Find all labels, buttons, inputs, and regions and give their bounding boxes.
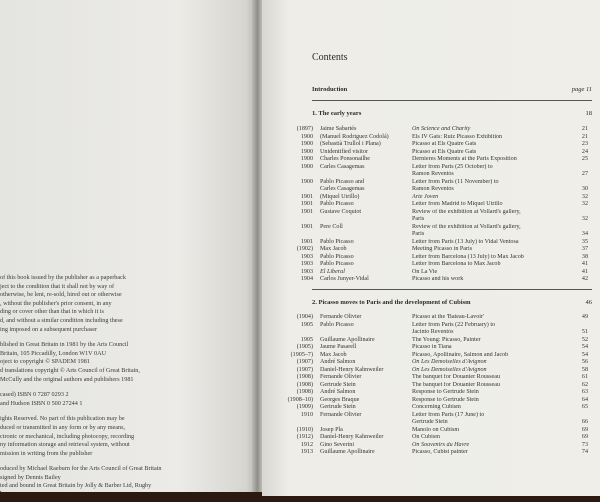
- toc-entry: [262, 231, 600, 239]
- copyright-line: ing imposed on a subsequent purchaser: [0, 325, 98, 333]
- toc-entry: [262, 171, 600, 179]
- page-title: Contents: [312, 52, 348, 63]
- entry-page: 34: [581, 231, 588, 237]
- entry-title: On Souvenirs du Havre: [412, 441, 470, 448]
- entry-page: 63: [581, 389, 588, 395]
- toc-entry: [262, 337, 600, 345]
- entry-page: 25: [581, 156, 588, 162]
- entry-author: Pablo Picasso and: [320, 178, 365, 185]
- entry-year: 1901: [300, 201, 313, 207]
- entry-title: Arte Joven: [412, 193, 439, 200]
- entry-title: Response to Gertrude Stein: [412, 396, 479, 403]
- entry-title: Picasso, Apollinaire, Salmon and Jacob: [412, 351, 509, 358]
- entry-year: 1900: [300, 163, 313, 170]
- toc-entry: [262, 186, 600, 194]
- entry-page: 73: [581, 441, 588, 448]
- toc-entry: [262, 359, 600, 367]
- copyright-line: oject to copyright © SPADEM 1981: [0, 358, 90, 366]
- toc-entry: [262, 224, 600, 232]
- entry-author: Pere Coll: [320, 223, 343, 230]
- section-heading-1: [312, 110, 592, 117]
- entry-year: 1903: [300, 253, 313, 260]
- entry-author: André Salmon: [320, 359, 356, 365]
- entry-title: On Les Demoiselles d'Avignon: [412, 359, 487, 365]
- entry-author: Carles Casagemas: [320, 186, 365, 192]
- entry-title: The Young: Picasso, Painter: [412, 336, 481, 343]
- entry-page: 41: [581, 261, 588, 267]
- right-page: [262, 0, 600, 496]
- entry-author: Carlos Junyer-Vidal: [320, 276, 369, 282]
- entry-title: Dernieres Moments at the Paris Exposition: [412, 156, 517, 162]
- entry-title: On La Vie: [412, 268, 438, 275]
- toc-entry: [262, 389, 600, 397]
- entry-title: Review of the exhibition at Vollard's gallery,: [412, 223, 521, 230]
- entry-year: (1907): [296, 359, 313, 365]
- entry-author: Guillaume Apollinaire: [320, 449, 375, 455]
- entry-title: Letter from Paris (11 November) to: [412, 178, 499, 185]
- entry-author: (Manuel Rodriguez Codolá): [320, 133, 389, 140]
- copyright-line: d translations copyright © Arts Council of Great Britain,: [0, 366, 140, 374]
- spacer: [0, 458, 250, 465]
- entry-author: Pablo Picasso: [320, 321, 354, 328]
- copyright-line: ny information storage and retrieval system, without: [0, 441, 130, 449]
- entry-title: Picasso, Cubist painter: [412, 449, 468, 455]
- entry-author: Gertrude Stein: [320, 381, 356, 388]
- spacer: [0, 334, 250, 341]
- entry-title: Letter from Paris (17 June) to: [412, 411, 485, 418]
- entry-title: Gertrude Stein: [412, 419, 448, 425]
- entry-page: 32: [581, 216, 588, 222]
- intro-label: Introduction: [312, 86, 348, 93]
- entry-page: 30: [581, 186, 588, 192]
- copyright-line: ctronic or mechanical, including photocopy, recording: [0, 432, 135, 440]
- entry-page: 65: [581, 404, 588, 410]
- entry-year: 1901: [300, 223, 313, 230]
- toc-entry: [262, 382, 600, 390]
- entry-title: Picasso in Tiana: [412, 344, 452, 350]
- spacer: [0, 384, 250, 391]
- toc-entry: [262, 397, 600, 405]
- entry-year: (1905): [296, 344, 313, 350]
- entry-author: Max Jacob: [320, 246, 347, 252]
- entry-author: Guillaume Apollinaire: [320, 336, 375, 343]
- copyright-line: d, and without a similar condition including these: [0, 316, 123, 324]
- entry-year: 1913: [300, 449, 313, 455]
- copyright-line: oduced by Michael Raeburn for the Arts Council of Great Britain: [0, 465, 162, 473]
- entry-author: Fernande Olivier: [320, 411, 362, 418]
- entry-title: Letter from Paris (25 October) to: [412, 163, 493, 170]
- entry-page: 66: [581, 419, 588, 425]
- entry-year: 1905: [300, 336, 313, 343]
- entry-year: (1904): [296, 314, 313, 320]
- entry-page: 24: [581, 148, 588, 155]
- copyright-line: duced or transmitted in any form or by any means,: [0, 423, 126, 431]
- entry-page: 27: [581, 171, 588, 177]
- entry-year: 1901: [300, 238, 313, 245]
- entry-title: Letter from Barcelona (13 July) to Max Jacob: [412, 253, 524, 260]
- entry-title: On Cubism: [412, 434, 440, 440]
- toc-entry: [262, 156, 600, 164]
- toc-entry: [262, 329, 600, 337]
- entry-year: (1908): [296, 389, 313, 395]
- entry-page: 32: [581, 193, 588, 200]
- entry-year: 1900: [300, 156, 313, 162]
- copyright-line: and Hudson ISBN 0 500 27244 1: [0, 399, 83, 407]
- toc-entry: [262, 374, 600, 382]
- entry-year: 1903: [300, 268, 313, 275]
- entry-author: Gino Severini: [320, 441, 355, 448]
- entry-title: Letter from Paris (13 July) to Vidal Ventosa: [412, 238, 519, 245]
- toc-entry: [262, 201, 600, 209]
- copyright-line: ject to the condition that it shall not by way of: [0, 282, 115, 290]
- entry-page: 54: [581, 344, 588, 350]
- entry-page: 51: [581, 329, 588, 335]
- section-1-entries: [262, 126, 600, 284]
- toc-entry: [262, 126, 600, 134]
- entry-year: (1908–10): [287, 396, 313, 403]
- copyright-line: ights Reserved. No part of this publication may be: [0, 415, 125, 423]
- copyright-line: otherwise, be lent, re-sold, hired out or otherwise: [0, 291, 122, 299]
- copyright-line: McCully and the original authors and publishers 1981: [0, 375, 134, 383]
- section-title: 1. The early years: [312, 110, 362, 117]
- left-page: [0, 0, 256, 492]
- entry-title: Meeting Picasso in Paris: [412, 246, 473, 252]
- entry-page: 69: [581, 434, 588, 440]
- entry-title: Els IV Gats: Ruiz Picasso Exhibition: [412, 133, 503, 140]
- entry-year: 1900: [300, 141, 313, 147]
- entry-author: André Salmon: [320, 389, 356, 395]
- entry-title: Letter from Barcelona to Max Jacob: [412, 261, 501, 267]
- entry-year: 1905: [300, 321, 313, 328]
- entry-year: (1910): [296, 426, 313, 433]
- toc-entry: [262, 141, 600, 149]
- entry-title: Jacinto Reventós: [412, 329, 454, 335]
- entry-year: (1902): [296, 246, 313, 252]
- toc-entry: [262, 427, 600, 435]
- entry-author: Fernande Olivier: [320, 374, 362, 380]
- section-divider: [312, 289, 592, 290]
- toc-entry: [262, 419, 600, 427]
- entry-author: Fernande Olivier: [320, 314, 362, 320]
- entry-year: (1908): [296, 381, 313, 388]
- entry-page: 35: [581, 238, 588, 245]
- intro-page: page 11: [571, 86, 592, 93]
- entry-year: 1901: [300, 193, 313, 200]
- entry-title: Picasso at Els Quatre Gats: [412, 148, 477, 155]
- entry-title: Review of the exhibition at Vollard's gallery,: [412, 208, 521, 215]
- copyright-line: blished in Great Britain in 1981 by the Arts Council: [0, 341, 129, 349]
- entry-year: 1901: [300, 208, 313, 215]
- entry-page: 42: [581, 276, 588, 282]
- entry-page: 37: [581, 246, 588, 252]
- entry-title: Paris: [412, 231, 425, 237]
- entry-page: 21: [581, 126, 588, 132]
- entry-title: Picasso and his work: [412, 276, 464, 282]
- entry-year: 1900: [300, 133, 313, 140]
- copyright-line: ted and bound in Great Britain by Jolly & Barber Ltd, Rugby: [0, 482, 152, 490]
- entry-year: 1903: [300, 261, 313, 267]
- entry-author: El Liberal: [320, 268, 345, 275]
- entry-author: Unidentified visitor: [320, 148, 368, 155]
- entry-page: 62: [581, 381, 588, 388]
- entry-year: (1905–7): [290, 351, 313, 358]
- toc-entry: [262, 216, 600, 224]
- entry-year: (1912): [296, 434, 313, 440]
- entry-author: Josep Pla: [320, 426, 343, 433]
- entry-title: Picasso at Els Quatre Gats: [412, 141, 477, 147]
- entry-title: On Science and Charity: [412, 126, 471, 132]
- intro-row: [312, 86, 592, 93]
- entry-page: 74: [581, 449, 588, 455]
- entry-author: Gertrude Stein: [320, 404, 356, 410]
- entry-title: Letter from Madrid to Miquel Utrillo: [412, 201, 503, 207]
- entry-page: 23: [581, 141, 588, 147]
- entry-title: Concerning Cubism: [412, 404, 461, 410]
- toc-entry: [262, 322, 600, 330]
- section-2-entries: [262, 314, 600, 457]
- spacer: [0, 408, 250, 415]
- entry-page: 41: [581, 268, 588, 275]
- toc-entry: [262, 209, 600, 217]
- entry-title: Ramon Reventós: [412, 171, 454, 177]
- entry-title: The banquet for Douanier Rousseau: [412, 381, 500, 388]
- entry-author: Carles Casagemas: [320, 163, 365, 170]
- toc-entry: [262, 276, 600, 284]
- copyright-line: cased) ISBN 0 7287 0293 2: [0, 391, 69, 399]
- toc-entry: [262, 134, 600, 142]
- entry-title: Letter from Paris (22 February) to: [412, 321, 496, 328]
- entry-page: 32: [581, 201, 588, 207]
- toc-entry: [262, 344, 600, 352]
- toc-entry: [262, 449, 600, 457]
- entry-year: (1909): [296, 404, 313, 410]
- entry-author: (Miquel Utrillo): [320, 193, 360, 200]
- entry-author: Pablo Picasso: [320, 238, 354, 245]
- entry-page: 49: [581, 314, 588, 320]
- toc-entry: [262, 164, 600, 172]
- entry-page: 21: [581, 133, 588, 140]
- entry-year: 1900: [300, 148, 313, 155]
- entry-page: 38: [581, 253, 588, 260]
- toc-entry: [262, 367, 600, 375]
- section-heading-2: [312, 299, 592, 306]
- entry-title: Response to Gertrude Stein: [412, 389, 479, 395]
- entry-year: (1897): [296, 126, 313, 132]
- entry-author: Jaume Pasarell: [320, 344, 357, 350]
- entry-author: Daniel-Henry Kahnweiler: [320, 366, 384, 373]
- toc-entry: [262, 246, 600, 254]
- toc-entry: [262, 314, 600, 322]
- entry-title: Manolo on Cubism: [412, 426, 460, 433]
- section-page: 46: [585, 299, 592, 306]
- entry-page: 69: [581, 426, 588, 433]
- entry-author: Pablo Picasso: [320, 261, 354, 267]
- entry-title: Paris: [412, 216, 425, 222]
- section-divider: [312, 100, 592, 101]
- entry-author: Max Jacob: [320, 351, 347, 358]
- entry-title: Picasso at the 'Bateau-Lavoir': [412, 314, 485, 320]
- toc-entry: [262, 412, 600, 420]
- toc-entry: [262, 404, 600, 412]
- section-page: 18: [585, 110, 592, 117]
- entry-year: 1904: [300, 276, 313, 282]
- copyright-line: of this book issued by the publisher as a paperback: [0, 274, 126, 281]
- entry-author: Daniel-Henry Kahnweiler: [320, 434, 384, 440]
- copyright-text: [0, 274, 250, 491]
- entry-year: 1900: [300, 178, 313, 185]
- toc-entry: [262, 194, 600, 202]
- copyright-line: mission in writing from the publisher: [0, 449, 93, 457]
- copyright-line: signed by Dennis Bailey: [0, 473, 61, 481]
- toc-entry: [262, 434, 600, 442]
- entry-year: (1908): [296, 374, 313, 380]
- entry-author: Pablo Picasso: [320, 201, 354, 207]
- toc-entry: [262, 149, 600, 157]
- entry-year: 1912: [300, 441, 313, 448]
- entry-author: Georges Braque: [320, 396, 360, 403]
- toc-entry: [262, 261, 600, 269]
- entry-page: 54: [581, 351, 588, 358]
- entry-title: The banquet for Douanier Rousseau: [412, 374, 500, 380]
- entry-author: (Sebastià Trullol i Plana): [320, 141, 381, 147]
- entry-page: 58: [581, 366, 588, 373]
- entry-title: Ramon Reventós: [412, 186, 454, 192]
- entry-author: Gustave Coquiot: [320, 208, 362, 215]
- copyright-line: , without the publisher's prior consent, in any: [0, 299, 112, 307]
- entry-page: 52: [581, 336, 588, 343]
- entry-author: Jaime Sabartés: [320, 126, 357, 132]
- toc-entry: [262, 442, 600, 450]
- entry-author: Pablo Picasso: [320, 253, 354, 260]
- entry-title: On Les Demoiselles d'Avignon: [412, 366, 487, 373]
- entry-author: Charles Ponsonailhe: [320, 156, 370, 162]
- copyright-line: ding or cover other than that in which it is: [0, 308, 104, 316]
- toc-entry: [262, 254, 600, 262]
- toc-entry: [262, 269, 600, 277]
- toc-entry: [262, 352, 600, 360]
- entry-year: (1907): [296, 366, 313, 373]
- section-title: 2. Picasso moves to Paris and the development of Cubism: [312, 299, 471, 306]
- entry-page: 64: [581, 396, 588, 403]
- entry-year: 1910: [300, 411, 313, 418]
- copyright-line: Britain, 105 Piccadilly, London W1V 0AU: [0, 349, 107, 357]
- entry-page: 61: [581, 374, 588, 380]
- toc-entry: [262, 179, 600, 187]
- entry-page: 56: [581, 359, 588, 365]
- toc-entry: [262, 239, 600, 247]
